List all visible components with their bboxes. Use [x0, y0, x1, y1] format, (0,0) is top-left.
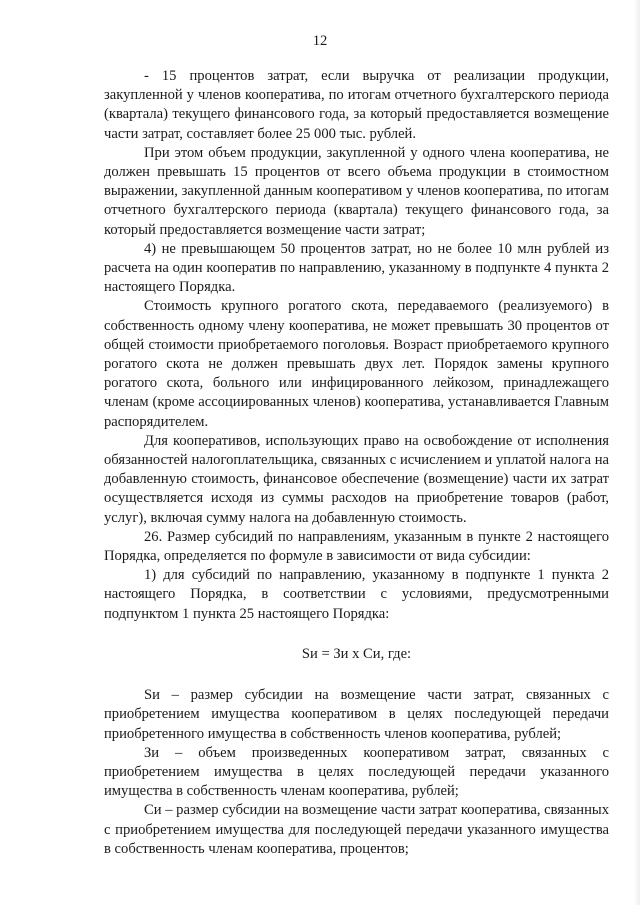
- definition-zi: Зи – объем произведенных кооперативом затрат, связанных с приобретением имущества в целях последующей передачи указанного имущества в собственность членам кооператива, рублей;: [104, 744, 609, 800]
- definition-ci: Си – размер субсидии на возмещение части затрат кооператива, связанных с приобретением имущества для последующей передачи указанного имущества в собственность членам кооператива, процентов;: [104, 802, 609, 857]
- paragraph-item-4: 4) не превышающем 50 процентов затрат, но не более 10 млн рублей из расчета на один кооператив по направлению, указанному в подпункте 4 пункта 2 настоящего Порядка.: [104, 240, 609, 296]
- paragraph-subsidy-direction-1: 1) для субсидий по направлению, указанному в подпункте 1 пункта 2 настоящего Порядка, в соответствии с условиями, предусмотренными подпунктом 1 пункта 25 настоящего Порядка:: [104, 567, 609, 622]
- paragraph-cattle-cost: Стоимость крупного рогатого скота, передаваемого (реализуемого) в собственность одному члену кооператива, не может превышать 30 процентов от общей стоимости приобретаемого поголовья. Возраст приобретаемого крупного рогатого скота не должен превышать двух лет. Порядок замены крупного рогатого скота, больного или инфицированного лейкозом, принадлежащего членам (кроме ассоциированных членов) кооператива, устанавливается Главным распорядителем.: [104, 298, 609, 430]
- paragraph-clause-26: 26. Размер субсидий по направлениям, указанным в пункте 2 настоящего Порядка, определяется по формуле в зависимости от вида субсидии:: [104, 528, 609, 565]
- document-body: [104, 67, 609, 859]
- formula: Sи = Зи х Си, где:: [301, 645, 412, 662]
- paragraph-revenue-condition: - 15 процентов затрат, если выручка от реализации продукции, закупленной у членов кооператива, по итогам отчетного бухгалтерского периода (квартала) текущего финансового года, за который предоставляется возмещение части затрат, составляет более 25 000 тыс. рублей.: [104, 68, 609, 142]
- definition-si: Sи – размер субсидии на возмещение части затрат, связанных с приобретением имущества кооперативом в целях последующей передачи приобретенного имущества в собственность членов кооператива, рублей;: [104, 687, 609, 742]
- paragraph-vat-exemption: Для кооперативов, использующих право на освобождение от исполнения обязанностей налогоплательщика, связанных с исчислением и уплатой налога на добавленную стоимость, финансовое обеспечение (возмещение) части их затрат осуществляется исходя из суммы расходов на приобретение товаров (работ, услуг), включая сумму налога на добавленную стоимость.: [104, 432, 609, 526]
- page-number: 12: [312, 33, 328, 49]
- scan-edge-shadow: [634, 0, 640, 905]
- paragraph-volume-limit: При этом объем продукции, закупленной у одного члена кооператива, не должен превышать 15 процентов от всего объема продукции в стоимостном выражении, закупленной данным кооперативом у членов кооператива, по итогам отчетного бухгалтерского периода (квартала) текущего финансового года, за который предоставляется возмещение части затрат;: [104, 144, 609, 238]
